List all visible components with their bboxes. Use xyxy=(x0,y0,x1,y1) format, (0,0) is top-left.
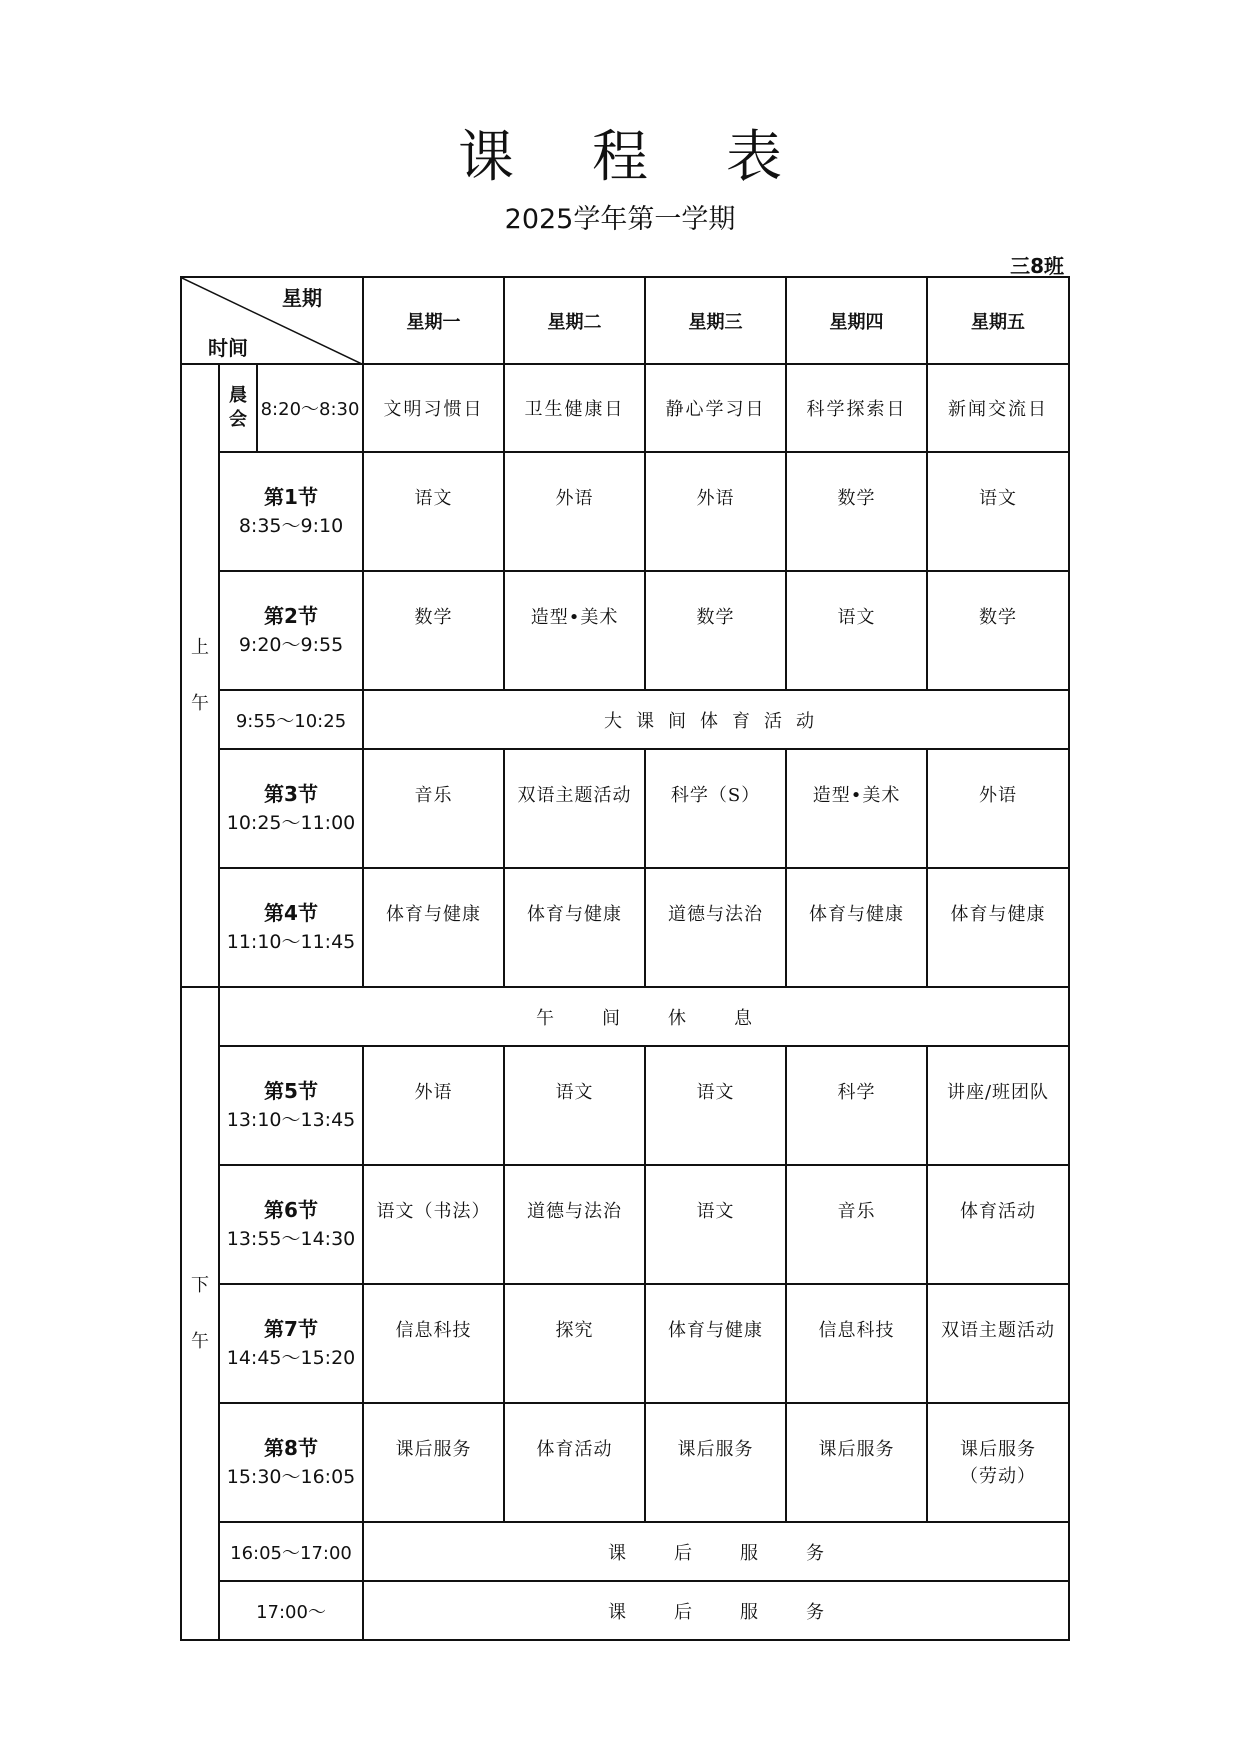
period-time: 14:45～15:20 xyxy=(226,1346,356,1369)
corner-time-label: 时间 xyxy=(208,336,248,360)
subject-cell: 造型•美术 xyxy=(786,749,927,868)
big-break-activity: 大课间体育活动 xyxy=(363,690,1069,749)
period-label-cell xyxy=(219,1046,363,1165)
subject-cell: 音乐 xyxy=(363,749,504,868)
period-label-cell xyxy=(219,1403,363,1522)
subject-cell: 音乐 xyxy=(786,1165,927,1284)
after-school-time: 17:00～ xyxy=(219,1581,363,1640)
subject-cell: 语文 xyxy=(645,1165,786,1284)
day-header-tue: 星期二 xyxy=(504,277,645,364)
subject-cell: 数学 xyxy=(786,452,927,571)
subject-cell: 体育与健康 xyxy=(363,868,504,987)
subject-cell: 科学 xyxy=(786,1046,927,1165)
subject-cell: 语文（书法） xyxy=(363,1165,504,1284)
period-name: 第2节 xyxy=(264,603,318,628)
day-header-fri: 星期五 xyxy=(927,277,1069,364)
subject-cell: 造型•美术 xyxy=(504,571,645,690)
period-name: 第7节 xyxy=(264,1316,318,1341)
morning-label xyxy=(181,364,219,987)
period-name: 第8节 xyxy=(264,1435,318,1460)
period-time: 9:20～9:55 xyxy=(238,633,344,656)
subject-cell: 外语 xyxy=(504,452,645,571)
subject-cell: 体育与健康 xyxy=(645,1284,786,1403)
period-name: 第1节 xyxy=(264,484,318,509)
afternoon-label-char: 下 xyxy=(191,1274,209,1296)
subject-cell: 信息科技 xyxy=(363,1284,504,1403)
morning-label-char: 上 xyxy=(191,636,209,658)
subject-cell: 外语 xyxy=(363,1046,504,1165)
subject-cell: 讲座/班团队 xyxy=(927,1046,1069,1165)
subject-cell: 课后服务 xyxy=(363,1403,504,1522)
subject-cell: 体育活动 xyxy=(927,1165,1069,1284)
morning-meeting-row xyxy=(181,364,1069,452)
subject-cell: 体育与健康 xyxy=(927,868,1069,987)
period-row xyxy=(181,452,1069,571)
period-time: 11:10～11:45 xyxy=(226,930,356,953)
after-school-row xyxy=(181,1581,1069,1640)
corner-header-cell xyxy=(181,277,363,364)
meeting-cell: 科学探索日 xyxy=(786,364,927,452)
subject-cell: 语文 xyxy=(504,1046,645,1165)
page-title: 课程表 xyxy=(458,125,860,190)
day-header-mon: 星期一 xyxy=(363,277,504,364)
subject-cell: 数学 xyxy=(363,571,504,690)
meeting-cell: 静心学习日 xyxy=(645,364,786,452)
subject-cell: 外语 xyxy=(927,749,1069,868)
period-label-cell xyxy=(219,1165,363,1284)
period-row xyxy=(181,1046,1069,1165)
day-header-wed: 星期三 xyxy=(645,277,786,364)
timetable xyxy=(180,276,1070,1641)
period-label-cell xyxy=(219,452,363,571)
meeting-label-char: 会 xyxy=(229,409,247,430)
period-label-cell xyxy=(219,571,363,690)
meeting-cell: 新闻交流日 xyxy=(927,364,1069,452)
afternoon-label xyxy=(181,987,219,1640)
period-time: 13:55～14:30 xyxy=(226,1227,356,1250)
subject-cell: 外语 xyxy=(645,452,786,571)
period-name: 第4节 xyxy=(264,900,318,925)
period-label-cell xyxy=(219,1284,363,1403)
header-row xyxy=(181,277,1069,364)
period-time: 15:30～16:05 xyxy=(226,1465,356,1488)
subject-cell: 双语主题活动 xyxy=(504,749,645,868)
period-row xyxy=(181,1165,1069,1284)
period-row xyxy=(181,1403,1069,1522)
morning-meeting-time: 8:20～8:30 xyxy=(257,364,363,452)
subject-cell: 课后服务 xyxy=(786,1403,927,1522)
period-label-cell xyxy=(219,749,363,868)
afternoon-label-char: 午 xyxy=(191,1330,209,1352)
subject-cell: 体育与健康 xyxy=(786,868,927,987)
day-header-thu: 星期四 xyxy=(786,277,927,364)
subject-text: 课后服务 xyxy=(960,1439,1037,1460)
subject-cell xyxy=(927,1403,1069,1522)
subject-cell: 信息科技 xyxy=(786,1284,927,1403)
subject-cell: 体育与健康 xyxy=(504,868,645,987)
after-school-activity: 课后服务 xyxy=(363,1581,1069,1640)
subject-cell: 探究 xyxy=(504,1284,645,1403)
meeting-label-char: 晨 xyxy=(229,385,247,406)
subject-cell: 语文 xyxy=(786,571,927,690)
period-time: 8:35～9:10 xyxy=(238,514,344,537)
corner-weekday-label: 星期 xyxy=(282,286,323,310)
subject-cell: 科学（S） xyxy=(645,749,786,868)
morning-meeting-label xyxy=(219,364,257,452)
class-name: 三8班 xyxy=(1010,254,1064,278)
subject-cell: 数学 xyxy=(927,571,1069,690)
after-school-activity: 课后服务 xyxy=(363,1522,1069,1581)
morning-label-char: 午 xyxy=(191,692,209,714)
period-label-cell xyxy=(219,868,363,987)
subject-cell: 数学 xyxy=(645,571,786,690)
period-time: 13:10～13:45 xyxy=(226,1108,356,1131)
subject-cell: 语文 xyxy=(645,1046,786,1165)
semester-subtitle: 2025学年第一学期 xyxy=(504,204,736,235)
period-name: 第3节 xyxy=(264,781,318,806)
period-row xyxy=(181,749,1069,868)
subject-cell: 语文 xyxy=(927,452,1069,571)
subject-cell: 体育活动 xyxy=(504,1403,645,1522)
period-row xyxy=(181,868,1069,987)
after-school-row xyxy=(181,1522,1069,1581)
subject-cell: 双语主题活动 xyxy=(927,1284,1069,1403)
subject-cell: 课后服务 xyxy=(645,1403,786,1522)
subject-cell: 道德与法治 xyxy=(504,1165,645,1284)
big-break-time: 9:55～10:25 xyxy=(219,690,363,749)
period-name: 第5节 xyxy=(264,1078,318,1103)
subject-cell: 语文 xyxy=(363,452,504,571)
lunch-row xyxy=(181,987,1069,1046)
period-time: 10:25～11:00 xyxy=(226,811,356,834)
period-row xyxy=(181,571,1069,690)
meeting-cell: 卫生健康日 xyxy=(504,364,645,452)
meeting-cell: 文明习惯日 xyxy=(363,364,504,452)
subject-cell: 道德与法治 xyxy=(645,868,786,987)
subject-note: （劳动） xyxy=(960,1466,1037,1487)
after-school-time: 16:05～17:00 xyxy=(219,1522,363,1581)
period-name: 第6节 xyxy=(264,1197,318,1222)
period-row xyxy=(181,1284,1069,1403)
big-break-row xyxy=(181,690,1069,749)
lunch-break: 午间休息 xyxy=(219,987,1069,1046)
